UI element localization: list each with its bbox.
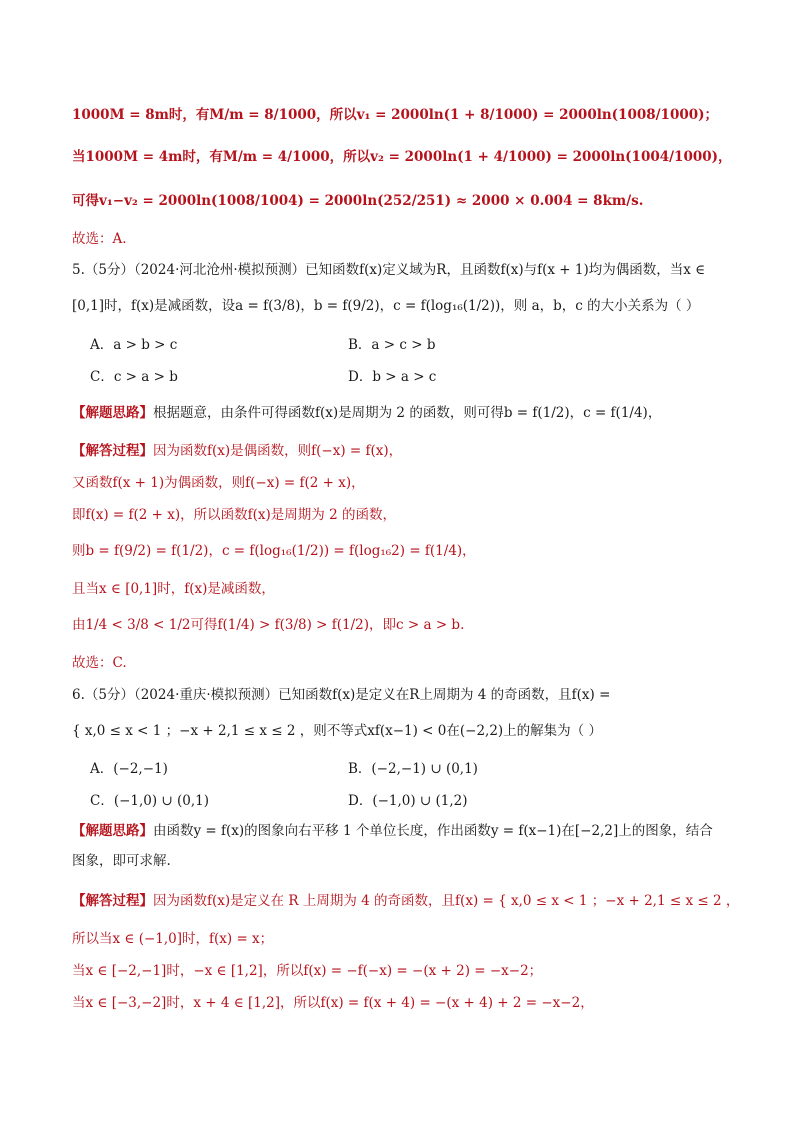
q6-process-line-3: 当x ∈ [−2,−1]时，−x ∈ [1,2]，所以f(x) = −f(−x) = −(x + 2) = −x−2； [72, 963, 543, 979]
q6-process [72, 892, 739, 910]
q6-idea-text: 由函数y = f(x)的图象向右平移 1 个单位长度，作出函数y = f(x−1)在[−2,2]上的图象，结合 [153, 823, 713, 839]
q6-option-b: B．(−2,−1) ∪ (0,1) [348, 761, 478, 777]
q5-idea-text: 根据题意，由条件可得函数f(x)是周期为 2 的函数，则可得b = f(1/2)，c = f(1/4)， [153, 405, 662, 421]
q6-process-line-2: 所以当x ∈ (−1,0]时，f(x) = x； [72, 931, 274, 947]
q5-process [72, 442, 402, 460]
q5-process-line-2: 又函数f(x + 1)为偶函数，则f(−x) = f(2 + x)， [72, 475, 365, 491]
q5-option-a: A．a > b > c [90, 337, 178, 353]
q6-stem-line-1: 6.（5分）（2024·重庆·模拟预测）已知函数f(x)是定义在R上周期为 4 的奇函数，且f(x) = [72, 687, 611, 703]
q6-process-line-4: 当x ∈ [−3,−2]时，x + 4 ∈ [1,2]，所以f(x) = f(x + 4) = −(x + 4) + 2 = −x−2， [72, 995, 594, 1011]
q6-process-text: 因为函数f(x)是定义在 R 上周期为 4 的奇函数，且f(x) = { x,0 ≤ x < 1 ；−x + 2,1 ≤ x ≤ 2 ， [153, 893, 740, 909]
solution-line-2: 当1000M = 4m时，有M/m = 4/1000，所以v₂ = 2000ln(1 + 4/1000) = 2000ln(1004/1000)， [72, 149, 732, 165]
solution-line-3: 可得v₁−v₂ = 2000ln(1008/1004) = 2000ln(252/251) ≈ 2000 × 0.004 = 8km/s. [72, 193, 644, 209]
q5-process-line-4: 则b = f(9/2) = f(1/2)，c = f(log₁₆(1/2)) = f(log₁₆2) = f(1/4)， [72, 543, 476, 559]
q5-option-b: B．a > c > b [348, 337, 436, 353]
q5-option-d: D．b > a > c [348, 369, 437, 385]
q5-stem-line-1: 5.（5分）（2024·河北沧州·模拟预测）已知函数f(x)定义域为R，且函数f(x)与f(x + 1)均为偶函数，当x ∈ [72, 262, 706, 278]
q5-process-line-3: 即f(x) = f(2 + x)，所以函数f(x)是周期为 2 的函数， [72, 507, 396, 523]
q5-answer: 故选：C. [72, 655, 127, 671]
q5-process-tag: 【解答过程】 [72, 443, 153, 459]
q5-idea [72, 404, 661, 422]
q5-process-line-6: 由1/4 < 3/8 < 1/2可得f(1/4) > f(3/8) > f(1/2)，即c > a > b. [72, 617, 465, 633]
answer-line: 故选：A. [72, 231, 127, 247]
q5-idea-tag: 【解题思路】 [72, 405, 153, 421]
q6-stem-line-2: { x,0 ≤ x < 1 ；−x + 2,1 ≤ x ≤ 2 ，则不等式xf(x−1) < 0在(−2,2)上的解集为（ ） [72, 723, 602, 739]
q5-option-c: C．c > a > b [90, 369, 178, 385]
q6-process-tag: 【解答过程】 [72, 893, 153, 909]
q6-idea-tag: 【解题思路】 [72, 823, 153, 839]
q6-idea [72, 822, 713, 840]
solution-line-1: 1000M = 8m时，有M/m = 8/1000，所以v₁ = 2000ln(1 + 8/1000) = 2000ln(1008/1000)； [72, 107, 719, 123]
q5-process-text: 因为函数f(x)是偶函数，则f(−x) = f(x)， [153, 443, 403, 459]
q5-process-line-5: 且当x ∈ [0,1]时，f(x)是减函数， [72, 581, 275, 597]
q6-idea-line-2: 图象，即可求解. [72, 853, 171, 869]
q5-stem-line-2: [0,1]时，f(x)是减函数，设a = f(3/8)，b = f(9/2)，c = f(log₁₆(1/2))，则 a，b，c 的大小关系为（ ） [72, 298, 700, 314]
q6-option-d: D．(−1,0) ∪ (1,2) [348, 793, 468, 809]
q6-option-c: C．(−1,0) ∪ (0,1) [90, 793, 210, 809]
q6-option-a: A．(−2,−1) [90, 761, 168, 777]
